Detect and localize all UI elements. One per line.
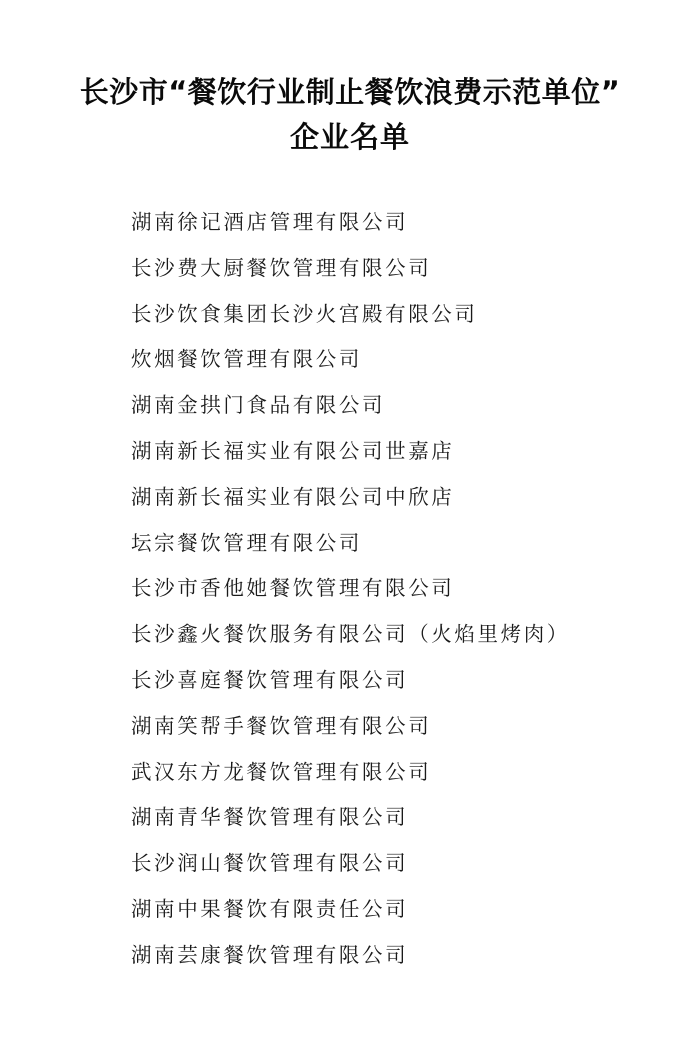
company-list <box>131 200 570 979</box>
company-list-item: 湖南新长福实业有限公司世嘉店 <box>131 438 455 463</box>
company-list-item: 湖南中果餐饮有限责任公司 <box>131 896 409 921</box>
company-list-item: 长沙喜庭餐饮管理有限公司 <box>131 667 409 692</box>
company-list-item: 长沙润山餐饮管理有限公司 <box>131 851 409 876</box>
company-list-item: 湖南芸康餐饮管理有限公司 <box>131 942 409 967</box>
company-list-item: 长沙市香他她餐饮管理有限公司 <box>131 576 455 601</box>
company-list-item: 湖南新长福实业有限公司中欣店 <box>131 484 455 509</box>
company-list-item: 湖南笑帮手餐饮管理有限公司 <box>131 713 432 738</box>
company-list-item: 湖南金拱门食品有限公司 <box>131 393 386 418</box>
company-list-item: 坛宗餐饮管理有限公司 <box>131 530 362 555</box>
company-list-item: 长沙费大厨餐饮管理有限公司 <box>131 255 432 280</box>
company-list-item: 长沙饮食集团长沙火宫殿有限公司 <box>131 301 478 326</box>
company-list-item: 炊烟餐饮管理有限公司 <box>131 347 362 372</box>
company-list-item: 武汉东方龙餐饮管理有限公司 <box>131 759 432 784</box>
company-list-item: 长沙鑫火餐饮服务有限公司（火焰里烤肉） <box>131 622 570 647</box>
company-list-item: 湖南徐记酒店管理有限公司 <box>131 210 409 234</box>
document-subtitle: 企业名单 <box>289 120 410 154</box>
company-list-item: 湖南青华餐饮管理有限公司 <box>131 805 409 830</box>
document-title: 长沙市“餐饮行业制止餐饮浪费示范单位” <box>79 75 621 109</box>
